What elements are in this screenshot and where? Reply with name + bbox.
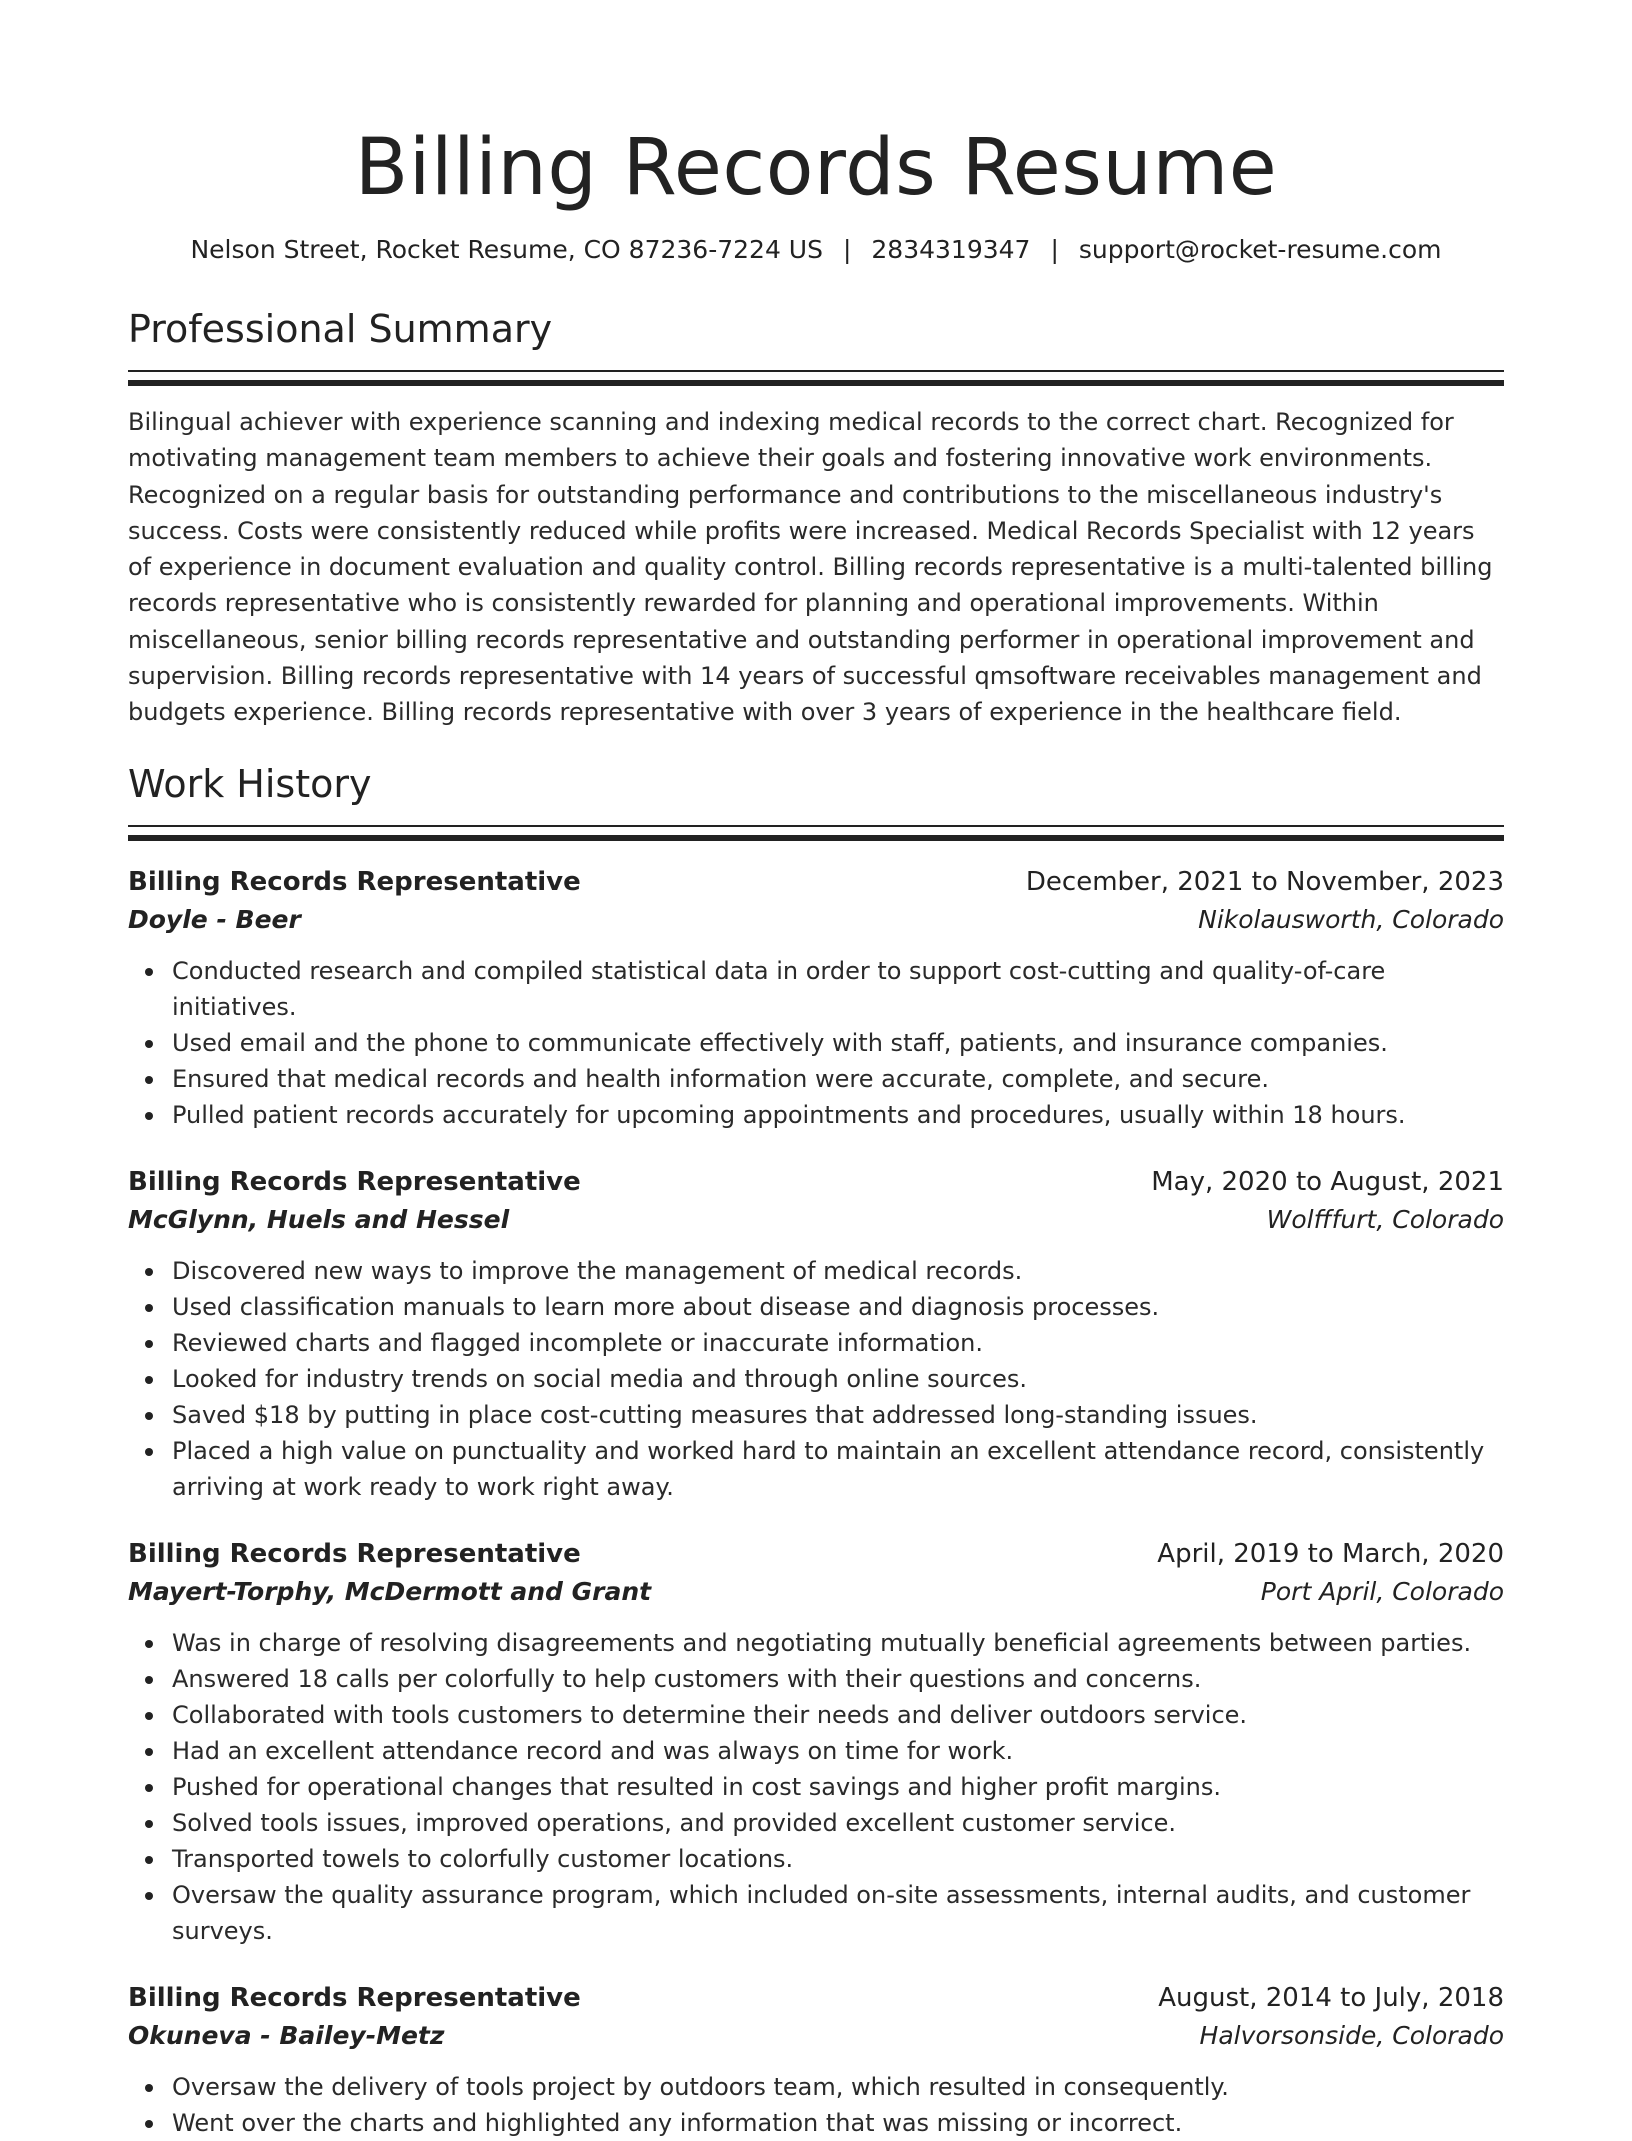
job-company: Okuneva - Bailey-Metz [128, 2020, 445, 2050]
job-dates: December, 2021 to November, 2023 [1025, 866, 1504, 897]
job-entry [128, 1535, 1504, 1949]
section-divider [128, 370, 1504, 386]
job-bullets [128, 953, 1504, 1133]
summary-text: Bilingual achiever with experience scanning and indexing medical records to the correct chart. Recognized for motivating management team members to achieve their goals and fostering innovative work environments. Recognized on a regular basis for outstanding performance and contributions to the miscellaneous industry's success. Costs were consistently reduced while profits were increased. Medical Records Specialist with 12 years of experience in document evaluation and quality control. Billing records representative is a multi-talented billing records representative who is consistently rewarded for planning and operational improvements. Within miscellaneous, senior billing records representative and outstanding performer in operational improvement and supervision. Billing records representative with 14 years of successful qmsoftware receivables management and budgets experience. Billing records representative with over 3 years of experience in the healthcare field. [128, 408, 1493, 727]
job-bullet: Saved $18 by putting in place cost-cutting measures that addressed long-standing issues. [128, 1397, 1504, 1433]
job-header-row [128, 1535, 1504, 1573]
job-bullet: Ensured that medical records and health information were accurate, complete, and secure. [128, 1061, 1504, 1097]
job-header-row [128, 1979, 1504, 2017]
job-dates: April, 2019 to March, 2020 [1157, 1538, 1504, 1569]
job-bullet: Collaborated with tools customers to determine their needs and deliver outdoors service. [128, 1697, 1504, 1733]
job-bullets [128, 2069, 1504, 2141]
job-entry [128, 863, 1504, 1133]
job-title: Billing Records Representative [128, 866, 581, 897]
job-bullet: Transported towels to colorfully customer locations. [128, 1841, 1504, 1877]
contact-line [128, 232, 1504, 268]
job-title: Billing Records Representative [128, 1166, 581, 1197]
job-bullet: Reviewed charts and flagged incomplete or inaccurate information. [128, 1325, 1504, 1361]
job-company-row [128, 901, 1504, 939]
job-entry [128, 1163, 1504, 1505]
contact-separator: | [1050, 235, 1059, 264]
contact-separator: | [842, 235, 852, 264]
section-heading-summary: Professional Summary [128, 307, 553, 351]
job-bullet: Oversaw the quality assurance program, which included on-site assessments, internal audits, and customer surveys. [128, 1877, 1504, 1949]
job-location: Nikolausworth, Colorado [1198, 904, 1504, 934]
contact-email: support@rocket-resume.com [1078, 235, 1442, 264]
section-heading-work-history: Work History [128, 761, 372, 806]
job-bullet: Used email and the phone to communicate effectively with staff, patients, and insurance companies. [128, 1025, 1504, 1061]
professional-summary-section [128, 304, 1504, 731]
job-company: Doyle - Beer [128, 904, 301, 934]
job-title: Billing Records Representative [128, 1982, 581, 2013]
job-header-row [128, 1163, 1504, 1201]
job-bullet: Was in charge of resolving disagreements and negotiating mutually beneficial agreements between parties. [128, 1625, 1504, 1661]
job-title: Billing Records Representative [128, 1538, 581, 1569]
job-bullet: Used classification manuals to learn more about disease and diagnosis processes. [128, 1289, 1504, 1325]
job-dates: May, 2020 to August, 2021 [1151, 1166, 1504, 1197]
job-bullet: Conducted research and compiled statistical data in order to support cost-cutting and quality-of-care initiatives. [128, 953, 1504, 1025]
job-bullet: Pulled patient records accurately for upcoming appointments and procedures, usually within 18 hours. [128, 1097, 1504, 1133]
job-bullet: Placed a high value on punctuality and worked hard to maintain an excellent attendance record, consistently arriving at work ready to work right away. [128, 1433, 1504, 1505]
job-company-row [128, 1573, 1504, 1611]
work-history-section [128, 759, 1504, 2141]
job-bullet: Looked for industry trends on social media and through online sources. [128, 1361, 1504, 1397]
job-company: Mayert-Torphy, McDermott and Grant [128, 1576, 652, 1606]
job-company-row [128, 1201, 1504, 1239]
job-bullet: Had an excellent attendance record and was always on time for work. [128, 1733, 1504, 1769]
job-header-row [128, 863, 1504, 901]
job-bullet: Answered 18 calls per colorfully to help customers with their questions and concerns. [128, 1661, 1504, 1697]
job-company: McGlynn, Huels and Hessel [128, 1204, 510, 1234]
job-company-row [128, 2017, 1504, 2055]
job-location: Port April, Colorado [1260, 1576, 1504, 1606]
job-location: Halvorsonside, Colorado [1199, 2020, 1504, 2050]
job-bullet: Pushed for operational changes that resulted in cost savings and higher profit margins. [128, 1769, 1504, 1805]
job-entry [128, 1979, 1504, 2141]
job-bullets [128, 1625, 1504, 1949]
job-bullet: Solved tools issues, improved operations, and provided excellent customer service. [128, 1805, 1504, 1841]
job-location: Wolfffurt, Colorado [1266, 1204, 1504, 1234]
job-bullet: Went over the charts and highlighted any information that was missing or incorrect. [128, 2105, 1504, 2141]
job-bullet: Discovered new ways to improve the management of medical records. [128, 1253, 1504, 1289]
contact-phone: 2834319347 [871, 235, 1031, 264]
resume-content [128, 118, 1504, 2141]
resume-title: Billing Records Resume [354, 123, 1278, 213]
job-bullets [128, 1253, 1504, 1505]
job-bullet: Oversaw the delivery of tools project by outdoors team, which resulted in consequently. [128, 2069, 1504, 2105]
job-dates: August, 2014 to July, 2018 [1158, 1982, 1504, 2013]
contact-address: Nelson Street, Rocket Resume, CO 87236-7224 US [190, 235, 823, 264]
section-divider [128, 825, 1504, 841]
